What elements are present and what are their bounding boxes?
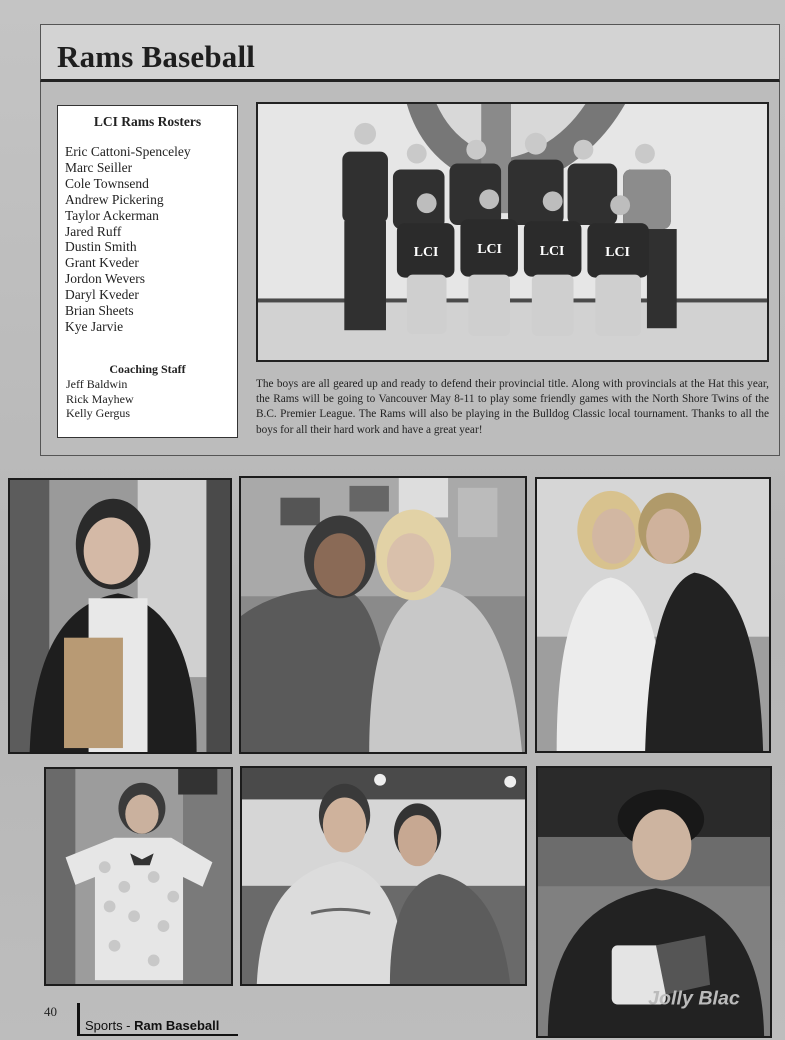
photo-two-women-hug	[535, 477, 771, 753]
player-name: Andrew Pickering	[65, 191, 164, 207]
coach-name: Jeff Baldwin	[66, 377, 128, 391]
team-photo	[256, 102, 769, 362]
coach-name: Kelly Gergus	[66, 406, 131, 420]
jersey-text: LCI	[539, 243, 565, 259]
player-name: Jared Ruff	[65, 223, 122, 239]
player-name: Taylor Ackerman	[65, 207, 159, 223]
jersey-text: LCI	[477, 241, 502, 257]
player-name: Kye Jarvie	[65, 318, 124, 334]
jersey-text: LCI	[413, 244, 439, 260]
team-photo-image	[258, 104, 767, 362]
photo-two-young-men	[240, 766, 527, 986]
footer-underline	[80, 1034, 238, 1036]
photo-popcorn-costume	[44, 767, 233, 986]
coach-name: Rick Mayhew	[66, 391, 134, 406]
player-name: Cole Townsend	[65, 175, 149, 191]
page-number: 40	[44, 1004, 57, 1019]
photo-two-students	[239, 476, 527, 754]
footer-bar	[77, 1003, 80, 1036]
player-name: Dustin Smith	[65, 239, 137, 255]
player-name: Grant Kveder	[65, 255, 139, 271]
player-name: Eric Cattoni-Spenceley	[65, 144, 191, 159]
footer-section-label: Sports -	[85, 1018, 135, 1033]
title-band	[40, 24, 780, 82]
coaching-heading: Coaching Staff	[109, 362, 186, 376]
player-name: Marc Seiller	[65, 159, 133, 175]
player-list	[65, 144, 191, 335]
footer-section	[85, 1018, 219, 1033]
photo-boy-in-hoodie	[536, 766, 772, 1038]
photo-student-with-bag	[8, 478, 232, 754]
player-name: Daryl Kveder	[65, 287, 139, 303]
jacket-text: Jolly Blac	[648, 987, 740, 1010]
roster-box	[57, 105, 238, 438]
coach-list	[66, 377, 134, 421]
player-name: Jordon Wevers	[65, 271, 146, 287]
team-caption: The boys are all geared up and ready to defend their provincial title. Along with provincials at the Hat this year, the Rams will be going to Vancouver May 8-11 to play some friendly games with the North Shore Twins of the B.C. Premier League. The Rams will also be playing in the Bulldog Classic local tournament. Thanks to all the boys for all their hard work and have a great year!	[256, 378, 769, 436]
player-name: Brian Sheets	[65, 303, 134, 319]
jersey-text: LCI	[605, 244, 630, 260]
page-title: Rams Baseball	[57, 39, 256, 74]
roster-heading: LCI Rams Rosters	[93, 114, 202, 129]
footer-title: Ram Baseball	[134, 1018, 220, 1033]
